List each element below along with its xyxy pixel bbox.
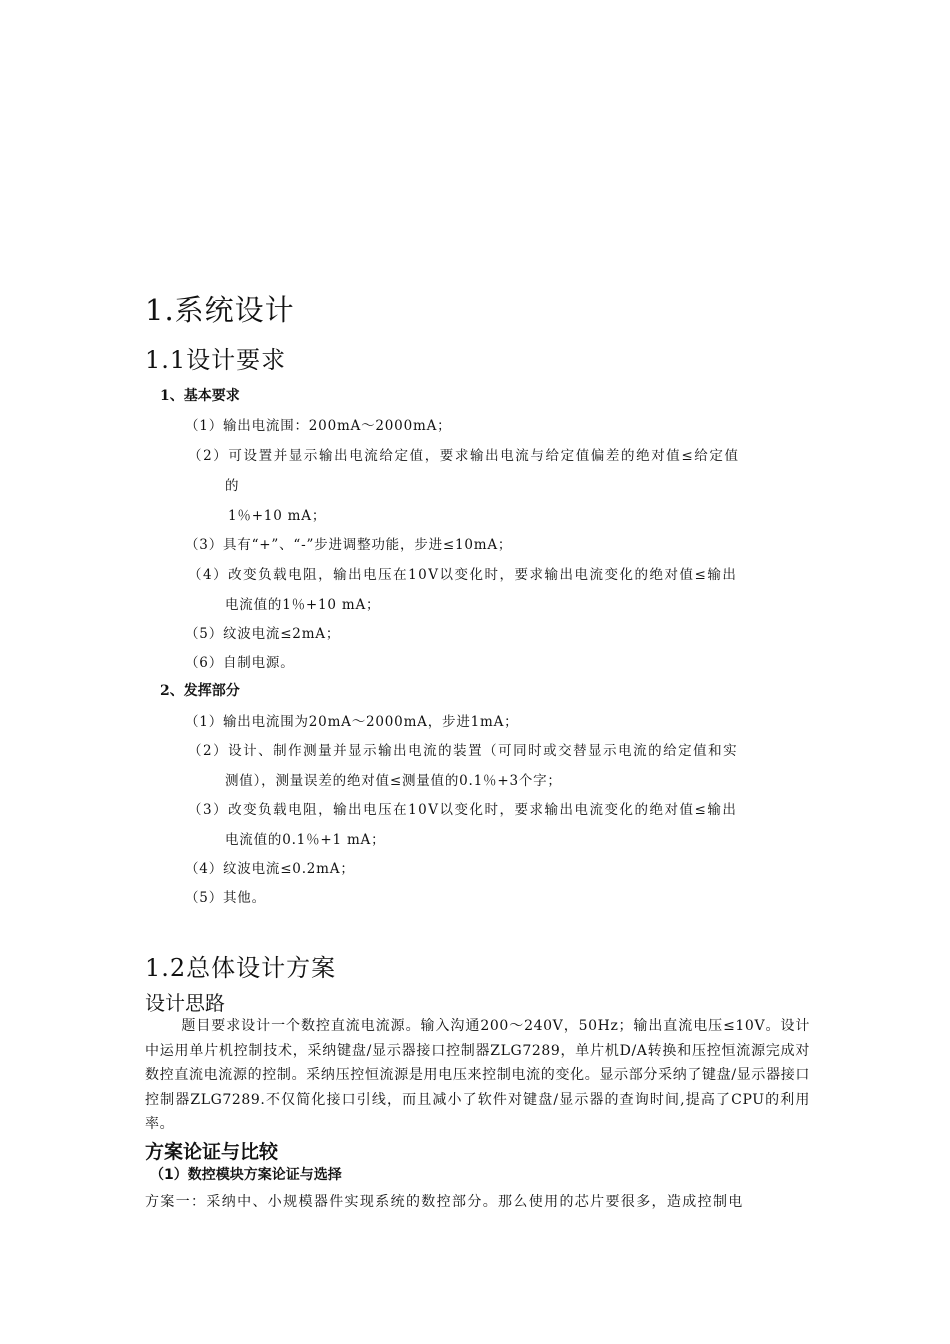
paragraph-text: 题目要求设计一个数控直流电流源。输入沟通200～240V，50Hz；输出直流电压≤10V。设计中运用单片机控制技术，采纳键盘/显示器接口控制器ZLG7289，单片机D/A转换和压控恒流源完成对数控直流电流源的控制。采纳压控恒流源是用电压来控制电流的变化。显示部分采纳了键盘/显示器接口控制器ZLG7289.不仅简化接口引线，而且减小了软件对键盘/显示器的查询时间,提高了CPU的利用率。 (145, 1018, 810, 1132)
list-item-continuation: 的 (225, 478, 240, 494)
list-item-continuation: 测值），测量误差的绝对值≤测量值的0.1％+3个字； (225, 773, 562, 789)
list-item: （4）改变负载电阻，输出电压在10V以变化时，要求输出电流变化的绝对值≤输出 (188, 567, 738, 583)
list-item: （5）其他。 (185, 890, 266, 906)
section-heading-1-2: 1.2总体设计方案 (145, 954, 337, 982)
list-item: （6）自制电源。 (185, 655, 295, 671)
list-item: （5）纹波电流≤2mA； (185, 626, 341, 642)
list-item: （1）输出电流围为20mA～2000mA，步进1mA； (185, 714, 519, 730)
list-item-continuation: 电流值的0.1％+1 mA； (225, 832, 386, 848)
basic-requirements-heading: 1、基本要求 (160, 388, 240, 404)
chapter-heading: 1.系统设计 (145, 293, 295, 327)
list-item: （1）输出电流围：200mA～2000mA； (185, 418, 452, 434)
list-item: （2）设计、制作测量并显示输出电流的装置（可同时或交替显示电流的给定值和实 (188, 743, 739, 759)
list-item: （4）纹波电流≤0.2mA； (185, 861, 355, 877)
design-idea-paragraph (145, 1014, 810, 1137)
extended-requirements-heading: 2、发挥部分 (160, 683, 240, 699)
list-item-continuation: 电流值的1％+10 mA； (225, 597, 381, 613)
list-item-continuation: 1％+10 mA； (228, 508, 327, 524)
list-item: （3）具有“+”、“-”步进调整功能，步进≤10mA； (185, 537, 513, 553)
scheme-one-text: 方案一：采纳中、小规模器件实现系统的数控部分。那么使用的芯片要很多，造成控制电 (145, 1194, 744, 1210)
list-item: （3）改变负载电阻，输出电压在10V以变化时，要求输出电流变化的绝对值≤输出 (188, 802, 738, 818)
comparison-heading: 方案论证与比较 (145, 1141, 279, 1163)
list-item: （2）可设置并显示输出电流给定值，要求输出电流与给定值偏差的绝对值≤给定值 (188, 448, 740, 464)
section-heading-1-1: 1.1设计要求 (145, 346, 287, 374)
module-selection-heading: （1）数控模块方案论证与选择 (150, 1167, 342, 1183)
design-idea-heading: 设计思路 (145, 991, 225, 1015)
